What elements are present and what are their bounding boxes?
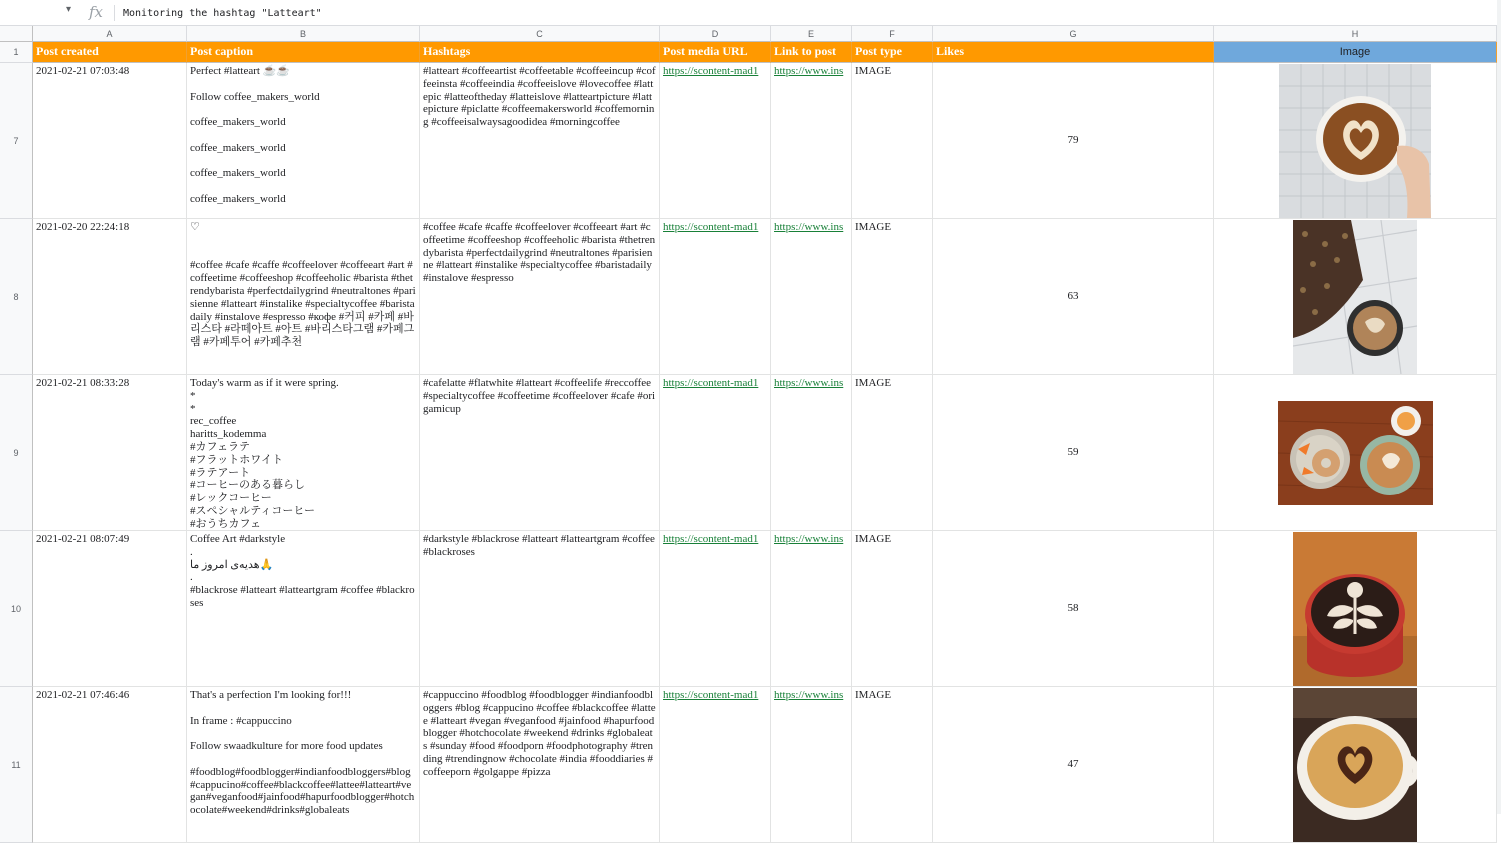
media-url-link[interactable]: https://scontent-mad1 [663,221,759,233]
column-header-e[interactable]: E [771,26,852,42]
header-post-caption[interactable]: Post caption [187,42,420,63]
column-header-h[interactable]: H [1214,26,1497,42]
cell-media-url[interactable] [660,63,771,219]
row-header-7[interactable]: 7 [0,63,33,219]
header-hashtags[interactable]: Hashtags [420,42,660,63]
cell-post-caption[interactable]: Coffee Art #darkstyle . هدیه‌ی امروز ما🙏 . #blackrose #latteart #latteartgram #coffee #blackroses [187,531,420,687]
cell-post-type[interactable]: IMAGE [852,687,933,843]
cell-post-caption[interactable]: ♡ #coffee #cafe #caffe #coffeelover #coffeeart #art #coffeetime #coffeeshop #coffeeholic #barista #thetrendybarista #perfectdailygrind #neutraltones #parisienne #latteart #instalike #specialtycoffee #baristadaily #instalove #espresso #кофе #커피 #카페 #바리스타 #라떼아트 #아트 #바리스타그램 #카페그램 #카페투어 #카페추천 [187,219,420,375]
cell-likes[interactable]: 63 [933,219,1214,375]
formula-divider [114,5,115,21]
formula-input[interactable]: Monitoring the hashtag "Latteart" [123,8,322,19]
cell-hashtags[interactable]: #cafelatte #flatwhite #latteart #coffeelife #reccoffee #specialtycoffee #coffeetime #coffeelover #cafe #origamicup [420,375,660,531]
header-image[interactable]: Image [1214,42,1497,63]
cell-likes[interactable]: 79 [933,63,1214,219]
cell-post-type[interactable]: IMAGE [852,531,933,687]
media-url-link[interactable]: https://scontent-mad1 [663,533,759,545]
cell-media-url[interactable] [660,687,771,843]
cell-image[interactable] [1214,531,1497,687]
cell-post-link[interactable] [771,687,852,843]
vertical-scrollbar[interactable] [1497,0,1501,814]
cell-image[interactable] [1214,375,1497,531]
cell-post-created[interactable]: 2021-02-21 08:33:28 [33,375,187,531]
fx-icon: fx [89,3,104,21]
cell-likes[interactable]: 58 [933,531,1214,687]
header-link-to-post[interactable]: Link to post [771,42,852,63]
row-header-1[interactable]: 1 [0,42,33,63]
cell-post-type[interactable]: IMAGE [852,375,933,531]
row-header-10[interactable]: 10 [0,531,33,687]
column-header-a[interactable]: A [33,26,187,42]
cell-image[interactable] [1214,687,1497,843]
header-post-media-url[interactable]: Post media URL [660,42,771,63]
cell-hashtags[interactable]: #coffee #cafe #caffe #coffeelover #coffeeart #art #coffeetime #coffeeshop #coffeeholic #barista #thetrendybarista #perfectdailygrind #neutraltones #parisienne #latteart #instalike #specialtycoffee #baristadaily #instalove #espresso [420,219,660,375]
latte-on-tiles-photo [1293,220,1417,374]
cell-likes[interactable]: 47 [933,687,1214,843]
header-post-created[interactable]: Post created [33,42,187,63]
cell-post-created[interactable]: 2021-02-21 07:46:46 [33,687,187,843]
cell-post-caption[interactable]: That's a perfection I'm looking for!!! In frame : #cappuccino Follow swaadkulture for more food updates #foodblog#foodblogger#indianfoodbloggers#blog#cappucino#coffee#blackcoffee#lattee#latteart#vegan#veganfood#jainfood#hapurfoodblogger#hotchocolate#weekend#drinks#globaleats [187,687,420,843]
cell-image[interactable] [1214,63,1497,219]
cell-post-type[interactable]: IMAGE [852,63,933,219]
cell-likes[interactable]: 59 [933,375,1214,531]
cell-media-url[interactable] [660,375,771,531]
header-post-type[interactable]: Post type [852,42,933,63]
post-link[interactable]: https://www.ins [774,65,844,77]
cell-post-caption[interactable]: Today's warm as if it were spring. * * rec_coffee haritts_kodemma #カフェラテ #フラットホワイト #ラテアート #コーヒーのある暮らし #レックコーヒー #スペシャルティコーヒー #おうちカフェ [187,375,420,531]
column-header-c[interactable]: C [420,26,660,42]
post-link[interactable]: https://www.ins [774,689,844,701]
column-header-b[interactable]: B [187,26,420,42]
cell-post-created[interactable]: 2021-02-21 08:07:49 [33,531,187,687]
cell-hashtags[interactable]: #darkstyle #blackrose #latteart #latteartgram #coffee #blackroses [420,531,660,687]
post-link[interactable]: https://www.ins [774,377,844,389]
media-url-link[interactable]: https://scontent-mad1 [663,689,759,701]
cell-post-link[interactable] [771,219,852,375]
heart-cappuccino-photo [1293,688,1417,842]
column-header-g[interactable]: G [933,26,1214,42]
cell-image[interactable] [1214,219,1497,375]
cell-post-link[interactable] [771,531,852,687]
latte-heart-cup-photo [1279,64,1431,218]
column-header-f[interactable]: F [852,26,933,42]
cell-post-created[interactable]: 2021-02-20 22:24:18 [33,219,187,375]
cell-post-type[interactable]: IMAGE [852,219,933,375]
formula-bar [0,0,1501,26]
cell-post-caption[interactable]: Perfect #latteart ☕☕ Follow coffee_makers_world coffee_makers_world coffee_makers_world coffee_makers_world coffee_makers_world [187,63,420,219]
column-headers [0,26,1501,42]
row-header-8[interactable]: 8 [0,219,33,375]
cell-hashtags[interactable]: #cappuccino #foodblog #foodblogger #indianfoodbloggers #blog #cappucino #coffee #blackcoffee #lattee #latteart #vegan #veganfood #jainfood #hapurfoodblogger #hotchocolate #weekend #drinks #globaleats #sunday #food #foodporn #foodphotography #trending #trendingnow #chocolate #india #fooddiaries #coffeeporn #golgappe #pizza [420,687,660,843]
latte-with-donut-photo [1278,401,1433,505]
post-link[interactable]: https://www.ins [774,533,844,545]
cell-post-link[interactable] [771,63,852,219]
dark-rose-latte-photo [1293,532,1417,686]
cell-media-url[interactable] [660,219,771,375]
cell-post-link[interactable] [771,375,852,531]
chevron-down-icon[interactable]: ▾ [66,4,72,15]
row-header-11[interactable]: 11 [0,687,33,843]
cell-hashtags[interactable]: #latteart #coffeeartist #coffeetable #coffeeincup #coffeeinsta #coffeeindia #coffeeislove #lovecoffee #lattepic #latteoftheday #latteislove #latteartpicture #lattepicture #piclatte #coffeemakersworld #coffemorning #coffeeisalwaysagoodidea #morningcoffee [420,63,660,219]
cell-post-created[interactable]: 2021-02-21 07:03:48 [33,63,187,219]
post-link[interactable]: https://www.ins [774,221,844,233]
column-header-d[interactable]: D [660,26,771,42]
media-url-link[interactable]: https://scontent-mad1 [663,65,759,77]
row-header-9[interactable]: 9 [0,375,33,531]
cell-media-url[interactable] [660,531,771,687]
media-url-link[interactable]: https://scontent-mad1 [663,377,759,389]
header-likes[interactable]: Likes [933,42,1214,63]
